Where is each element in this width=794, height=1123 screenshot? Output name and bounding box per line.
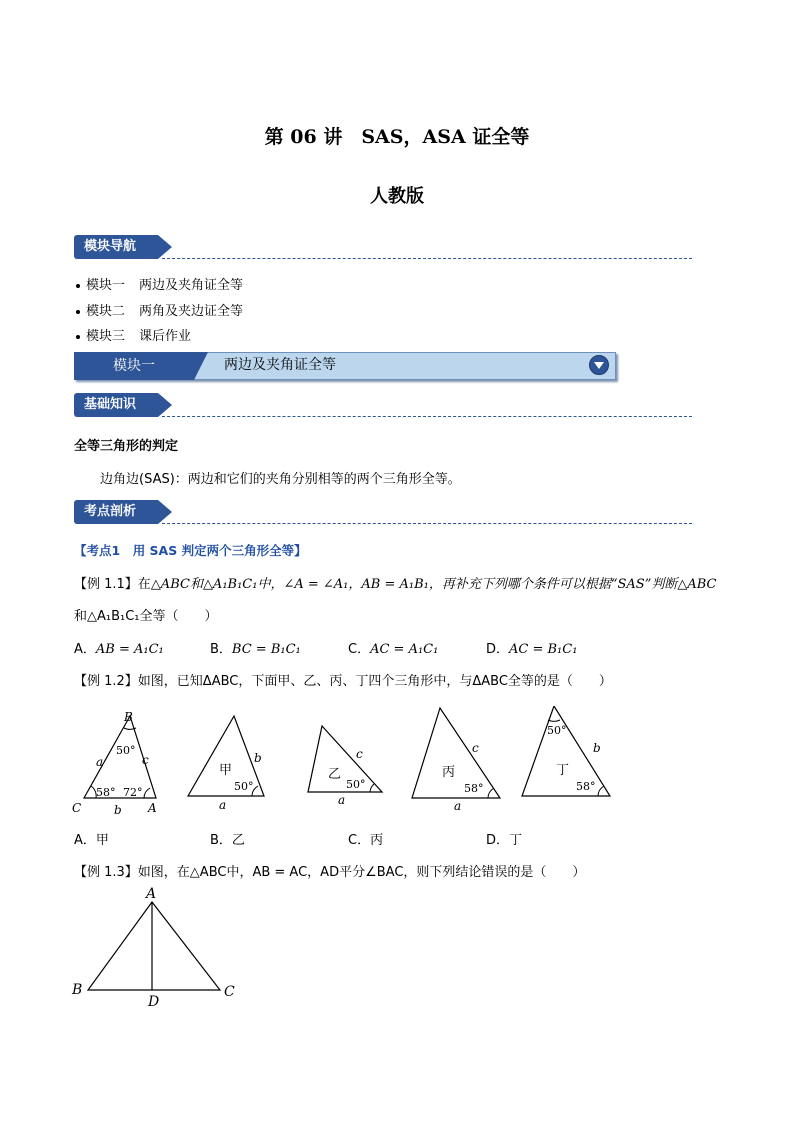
triangle-abc-iso [88, 902, 220, 990]
option-c[interactable]: C．AC = A₁C₁ [348, 642, 439, 657]
svg-text:c: c [472, 741, 479, 755]
example-1-3-stem: 【例 1.3】如图，在△ABC中，AB = AC，AD平分∠BAC，则下列结论错误的是（ ） [74, 865, 586, 880]
label-b: B [124, 710, 133, 724]
svg-text:b: b [254, 751, 262, 765]
label-angle-58: 58° [96, 786, 116, 799]
svg-text:c: c [356, 747, 363, 761]
chevron-down-icon[interactable] [589, 355, 609, 375]
label-jia: 甲 [219, 763, 233, 778]
option-b[interactable]: B．BC = B₁C₁ [210, 642, 301, 657]
label-d-iso: D [148, 994, 160, 1010]
svg-text:50°: 50° [346, 778, 366, 791]
label-a: A [148, 801, 157, 815]
triangle-bing [412, 708, 500, 798]
nav-item-1[interactable]: 模块一 两边及夹角证全等 [76, 274, 243, 293]
label-a-iso: A [146, 886, 157, 902]
basics-content: 边角边(SAS)：两边和它们的夹角分别相等的两个三角形全等。 [100, 472, 461, 487]
label-side-a: a [96, 755, 104, 769]
example-1-2-stem: 【例 1.2】如图，已知ΔABC，下面甲、乙、丙、丁四个三角形中，与ΔABC全等的是（ ） [74, 674, 612, 689]
label-side-b: b [114, 803, 122, 817]
label-c: C [72, 801, 82, 815]
analysis-tag: 考点剖析 [74, 500, 158, 524]
bullet-icon [76, 284, 80, 288]
label-angle-50: 50° [116, 744, 136, 757]
svg-text:50°: 50° [547, 724, 567, 737]
svg-text:b: b [593, 741, 601, 755]
triangle-yi [308, 726, 382, 792]
label-c-iso: C [224, 984, 235, 1000]
basics-divider [162, 416, 692, 417]
kaodian-heading: 【考点1 用 SAS 判定两个三角形全等】 [74, 543, 307, 558]
label-angle-72: 72° [123, 786, 143, 799]
svg-text:a: a [454, 799, 462, 813]
analysis-divider [162, 523, 692, 524]
example-1-1-stem-cont: 和△A₁B₁C₁全等（ ） [74, 609, 218, 624]
label-b-iso: B [72, 982, 83, 998]
triangles-figure [66, 706, 626, 818]
option-a[interactable]: A．AB = A₁C₁ [74, 642, 164, 657]
isosceles-figure [66, 884, 246, 1010]
nav-item-3[interactable]: 模块三 课后作业 [76, 325, 191, 344]
module-banner-text: 两边及夹角证全等 [224, 357, 336, 373]
page-subtitle: 人教版 [370, 186, 424, 207]
option-d[interactable]: D．AC = B₁C₁ [486, 642, 578, 657]
svg-text:58°: 58° [576, 780, 596, 793]
svg-text:58°: 58° [464, 782, 484, 795]
bullet-icon [76, 335, 80, 339]
label-bing: 丙 [442, 765, 456, 780]
svg-text:a: a [338, 793, 346, 807]
option-d-1-2[interactable]: D．丁 [486, 833, 523, 848]
label-yi: 乙 [328, 767, 342, 782]
option-c-1-2[interactable]: C．丙 [348, 833, 384, 848]
example-1-1-stem: 【例 1.1】在△ABC和△A₁B₁C₁中，∠A = ∠A₁，AB = A₁B₁，再补充下列哪个条件可以根据“SAS”判断△ABC [74, 577, 717, 592]
bullet-icon [76, 310, 80, 314]
svg-text:50°: 50° [234, 780, 254, 793]
label-side-c: c [142, 753, 149, 767]
nav-divider [162, 258, 692, 259]
nav-item-2[interactable]: 模块二 两角及夹边证全等 [76, 300, 243, 319]
nav-tag: 模块导航 [74, 235, 158, 259]
svg-text:a: a [219, 798, 227, 812]
label-ding: 丁 [556, 763, 570, 778]
option-a-1-2[interactable]: A．甲 [74, 833, 109, 848]
basics-heading: 全等三角形的判定 [74, 439, 179, 454]
page-title: 第 06 讲 SAS，ASA 证全等 [264, 126, 530, 148]
basics-tag: 基础知识 [74, 393, 158, 417]
option-b-1-2[interactable]: B．乙 [210, 833, 245, 848]
module-banner-label: 模块一 [74, 352, 194, 380]
